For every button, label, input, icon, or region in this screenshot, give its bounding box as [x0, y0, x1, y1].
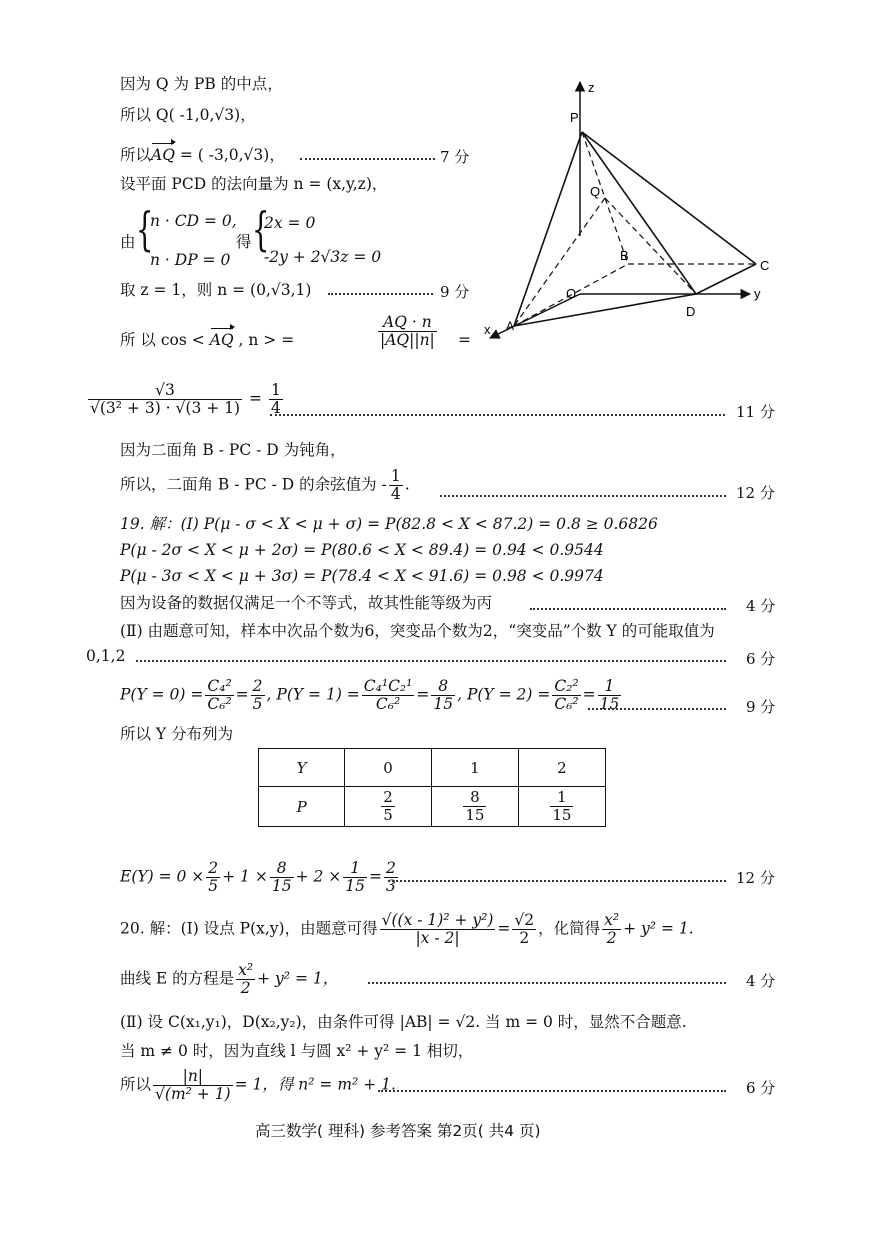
q20-numerator: √((x - 1)² + y²) [381, 911, 494, 929]
table-cell-p2 [518, 787, 605, 827]
distribution-table [258, 748, 606, 827]
line-curve-equation [120, 962, 338, 997]
curve-den: 2 [240, 979, 251, 997]
py2-denominator: C₆² [554, 695, 579, 713]
ey-result-den: 3 [386, 877, 396, 895]
result-value-numerator: 1 [270, 381, 281, 399]
score-12: 12 分 [736, 484, 775, 502]
ey-mid1: + 1 × [222, 867, 268, 886]
leader-dots [300, 158, 435, 160]
result-value-denominator: 4 [270, 399, 281, 417]
tan-den: √(m² + 1) [155, 1085, 231, 1103]
page-footer: 高三数学( 理科) 参考答案 第2页( 共4 页) [255, 1122, 541, 1140]
py1-denominator: C₆² [375, 695, 401, 713]
ey-f3-den: 15 [345, 877, 366, 895]
curve-prefix: 曲线 E 的方程是 [120, 969, 235, 988]
q19-line-1: 19. 解：(Ⅰ) P(μ - σ < X < μ + σ) = P(82.8 < X < 87.2) = 0.8 ≥ 0.6826 [120, 515, 658, 533]
q19-line-5: (Ⅱ) 由题意可知，样本中次品个数为6，突变品个数为2，“突变品”个数 Y 的可能取值为 [120, 622, 715, 640]
table-cell-p1 [431, 787, 518, 827]
ey-equals: = [369, 867, 383, 886]
line-expectation [120, 860, 400, 895]
vector-aq: AQ [151, 146, 175, 164]
curve-end: + y² = 1， [257, 969, 339, 988]
curve-num: x² [238, 961, 254, 979]
p2-numerator: 1 [550, 789, 573, 807]
leader-dots [136, 660, 726, 662]
line-tangent-condition [120, 1068, 396, 1103]
line-aq-vector [120, 145, 285, 165]
table-row-label: P [259, 787, 345, 827]
py1-value-denominator: 15 [433, 695, 454, 713]
system-right-eq2: -2y + 2√3z = 0 [264, 248, 382, 266]
score-6b: 6 分 [746, 1079, 776, 1097]
line-q20-part1 [120, 912, 694, 947]
line-q20-part2: (Ⅱ) 设 C(x₁,y₁)，D(x₂,y₂)，由条件可得 |AB| = √2. 当 m = 0 时，显然不合题意. [120, 1013, 687, 1031]
table-header-cell: 1 [431, 749, 518, 787]
score-9: 9 分 [440, 283, 470, 301]
leader-dots [270, 414, 725, 416]
py1-numerator: C₄¹C₂¹ [363, 677, 413, 695]
line-cos-result [86, 382, 285, 417]
table-header-cell: 2 [518, 749, 605, 787]
ey-f1-den: 5 [208, 877, 219, 895]
p0-numerator: 2 [383, 788, 393, 806]
score-12b: 12 分 [736, 869, 775, 887]
py0-prefix: P(Y = 0) = [120, 685, 204, 704]
q19-line-3: P(μ - 3σ < X < μ + 3σ) = P(78.4 < X < 91.6) = 0.98 < 0.9974 [120, 567, 604, 585]
leader-dots [378, 1090, 726, 1092]
py2-equals: = [582, 685, 596, 704]
left-brace: { [135, 202, 154, 256]
label-z: z [588, 80, 595, 95]
edge-pc [582, 132, 756, 264]
leader-dots [388, 880, 726, 882]
table-cell-p0 [345, 787, 432, 827]
q20-simplify: ，化简得 [538, 919, 601, 938]
ey-mid2: + 2 × [295, 867, 342, 886]
tan-num: |n| [153, 1068, 233, 1086]
py0-denominator: C₆² [207, 695, 232, 713]
score-4: 4 分 [746, 597, 776, 615]
q20-equals: = [497, 919, 511, 938]
line-probabilities [120, 678, 623, 713]
line-q20-tangent: 当 m ≠ 0 时，因为直线 l 与圆 x² + y² = 1 相切， [120, 1042, 474, 1060]
table-header-cell: 0 [345, 749, 432, 787]
leader-dots [328, 293, 433, 295]
segment-aq [514, 198, 605, 326]
edge-pd [582, 132, 696, 294]
q20-x-num: x² [604, 911, 620, 929]
score-7: 7 分 [440, 148, 470, 166]
score-11: 11 分 [736, 403, 775, 421]
py0-equals: = [235, 685, 249, 704]
ey-f2-num: 8 [270, 860, 294, 878]
cos-denominator: |AQ||n| [380, 331, 435, 349]
leader-dots [368, 982, 726, 984]
pyramid-figure [478, 76, 778, 346]
line-q-midpoint: 因为 Q 为 PB 的中点， [120, 75, 283, 93]
table-row [259, 749, 606, 787]
cos-numerator: AQ · n [378, 314, 437, 332]
edge-dc [696, 264, 756, 294]
q20-end: + y² = 1. [623, 919, 694, 938]
system-left-eq2: n · DP = 0 [150, 251, 231, 269]
cos-fraction [376, 314, 439, 349]
q20-denominator: |x - 2| [415, 929, 460, 947]
q19-line-4: 因为设备的数据仅满足一个不等式，故其性能等级为丙 [120, 594, 493, 612]
ey-f3-num: 1 [343, 860, 367, 878]
vector-aq: AQ [209, 331, 234, 349]
py2-value-numerator: 1 [598, 678, 622, 696]
q20-rhs-den: 2 [519, 929, 530, 947]
right-brace: { [251, 202, 270, 256]
segment-qd [605, 198, 696, 294]
label-y: y [754, 286, 761, 301]
line-cosine-value [120, 468, 410, 503]
cosine-prefix: 所以，二面角 B - PC - D 的余弦值为 - [120, 475, 387, 494]
q20-prefix: 20. 解：(Ⅰ) 设点 P(x,y)，由题意可得 [120, 919, 378, 938]
p1-denominator: 15 [465, 806, 485, 824]
label-p: P [570, 110, 579, 125]
p0-denominator: 5 [383, 806, 393, 824]
line-normal-vector: 设平面 PCD 的法向量为 n = (x,y,z)， [120, 175, 388, 193]
cosine-numerator: 1 [390, 467, 401, 485]
ey-result-num: 2 [386, 859, 396, 877]
leader-dots [588, 708, 726, 710]
table-row [259, 787, 606, 827]
leader-dots [530, 608, 726, 610]
result-denominator: √(3² + 3) · √(3 + 1) [90, 399, 241, 417]
score-9b: 9 分 [746, 698, 776, 716]
ey-prefix: E(Y) = 0 × [120, 867, 205, 886]
cos-middle: , n > = [238, 331, 295, 349]
label-c: C [760, 258, 770, 273]
tan-end: = 1，得 n² = m² + 1. [234, 1075, 396, 1094]
q19-line-6: 0,1,2 [86, 647, 126, 665]
py2-numerator: C₂² [554, 677, 579, 695]
line-obtuse: 因为二面角 B - PC - D 为钝角， [120, 441, 346, 459]
label-a: A [506, 319, 515, 333]
py1-value-numerator: 8 [431, 678, 455, 696]
aq-prefix: 所以 [120, 146, 152, 164]
score-4b: 4 分 [746, 972, 776, 990]
label-d: D [686, 304, 696, 319]
result-numerator: √3 [88, 382, 242, 400]
tan-prefix: 所以 [120, 1075, 152, 1094]
system-you: 由 [120, 233, 136, 251]
q19-line-2: P(μ - 2σ < X < μ + 2σ) = P(80.6 < X < 89.4) = 0.94 < 0.9544 [120, 541, 604, 559]
aq-value: = ( -3,0,√3)， [174, 146, 285, 164]
py1-prefix: , P(Y = 1) = [266, 685, 360, 704]
label-b: B [620, 248, 629, 263]
table-header-y: Y [259, 749, 345, 787]
label-q: Q [590, 184, 601, 199]
leader-dots [440, 495, 726, 497]
line-q-coordinates: 所以 Q( -1,0,√3)， [120, 106, 256, 124]
py2-prefix: , P(Y = 2) = [457, 685, 551, 704]
py0-value-denominator: 5 [252, 695, 263, 713]
system-left-eq1: n · CD = 0, [150, 212, 237, 230]
py0-value-numerator: 2 [252, 677, 263, 695]
py2-value-denominator: 15 [599, 695, 620, 713]
label-x: x [484, 322, 491, 337]
py1-equals: = [416, 685, 430, 704]
line-cos [120, 330, 294, 350]
ey-f1-num: 2 [208, 859, 219, 877]
q20-rhs-num: √2 [514, 911, 535, 929]
line-take-z: 取 z = 1，则 n = (0,√3,1) [120, 281, 312, 299]
cos-prefix: 所 以 cos < [120, 331, 205, 349]
p2-denominator: 15 [552, 806, 572, 824]
score-6: 6 分 [746, 650, 776, 668]
py0-numerator: C₄² [207, 677, 232, 695]
q20-x-den: 2 [606, 929, 617, 947]
cosine-denominator: 4 [390, 485, 401, 503]
system-de: 得 [236, 233, 252, 251]
cos-equals: = [458, 331, 471, 349]
cosine-period: . [404, 475, 410, 494]
result-equals: = [249, 389, 263, 408]
system-right-eq1: 2x = 0 [264, 214, 316, 232]
ey-f2-den: 15 [271, 877, 292, 895]
edge-ad [514, 294, 696, 326]
label-o: O [566, 286, 577, 301]
p1-numerator: 8 [463, 789, 486, 807]
line-distribution-intro: 所以 Y 分布列为 [120, 725, 234, 743]
